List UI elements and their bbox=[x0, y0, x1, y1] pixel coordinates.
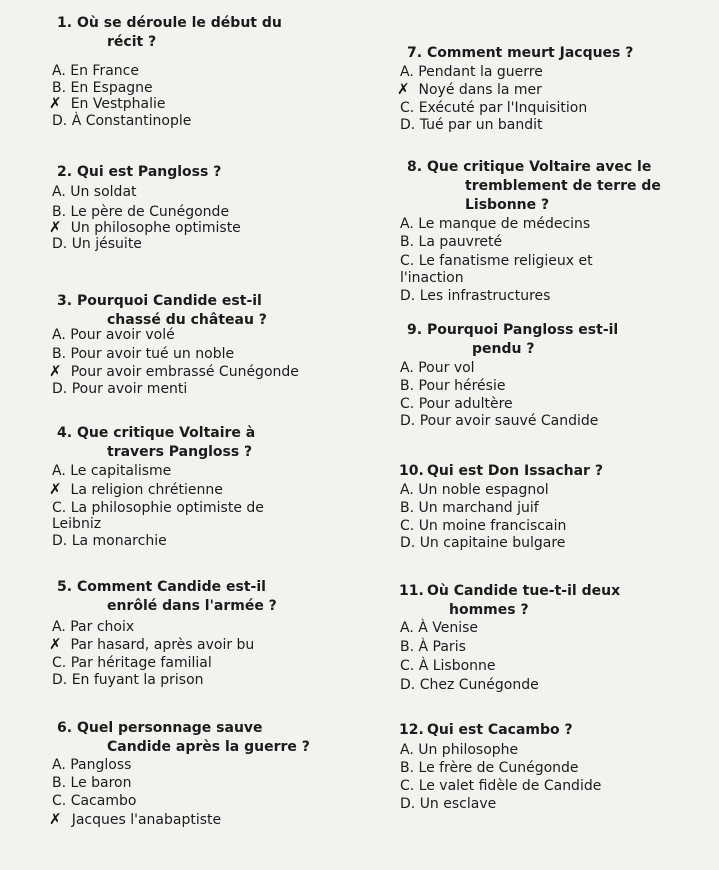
option-text: Pour avoir sauvé Candide bbox=[419, 413, 599, 429]
answer-option[interactable] bbox=[49, 362, 299, 381]
question-text: Lisbonne ? bbox=[465, 197, 550, 213]
question-text: travers Pangloss ? bbox=[107, 444, 253, 460]
answer-option[interactable] bbox=[52, 655, 212, 672]
option-text: Un philosophe optimiste bbox=[70, 220, 241, 236]
option-text: Pour vol bbox=[418, 360, 475, 376]
option-letter: A. bbox=[400, 216, 414, 232]
option-letter: A. bbox=[400, 742, 414, 758]
option-text: Le manque de médecins bbox=[418, 216, 591, 232]
option-text: Un capitaine bulgare bbox=[419, 535, 566, 551]
question-number: 9. bbox=[407, 322, 423, 338]
option-text: Pendant la guerre bbox=[418, 64, 543, 80]
option-letter: C. bbox=[400, 518, 415, 534]
option-letter: A. bbox=[52, 619, 66, 635]
option-text: À Lisbonne bbox=[418, 658, 496, 674]
answer-option[interactable] bbox=[52, 63, 139, 80]
option-text: Par héritage familial bbox=[70, 655, 212, 671]
answer-option[interactable] bbox=[52, 381, 187, 398]
question-text: Pourquoi Candide est-il bbox=[77, 293, 262, 309]
option-text: Un soldat bbox=[70, 184, 137, 200]
option-letter: D. bbox=[400, 796, 416, 812]
question-text: Où Candide tue-t-il deux bbox=[427, 583, 621, 599]
option-letter: B. bbox=[400, 639, 415, 655]
question-number: 4. bbox=[57, 425, 73, 441]
answer-option[interactable] bbox=[52, 672, 204, 689]
option-letter: D. bbox=[52, 381, 68, 397]
option-text: La religion chrétienne bbox=[70, 482, 223, 498]
option-letter: B. bbox=[400, 234, 415, 250]
answer-option[interactable] bbox=[400, 677, 539, 694]
answer-option[interactable] bbox=[397, 80, 542, 99]
option-text: Pour avoir tué un noble bbox=[70, 346, 235, 362]
option-text: Les infrastructures bbox=[419, 288, 551, 304]
option-letter: A. bbox=[400, 620, 414, 636]
answer-option[interactable] bbox=[52, 346, 234, 363]
option-letter: B. bbox=[400, 760, 415, 776]
answer-option[interactable] bbox=[52, 236, 142, 253]
answer-option[interactable] bbox=[52, 516, 101, 533]
answer-option[interactable] bbox=[52, 793, 136, 810]
option-text: Chez Cunégonde bbox=[419, 677, 539, 693]
option-text: Un moine franciscain bbox=[418, 518, 567, 534]
option-letter: C. bbox=[400, 100, 415, 116]
answer-option[interactable] bbox=[52, 775, 132, 792]
option-text: Tué par un bandit bbox=[419, 117, 543, 133]
answer-option[interactable] bbox=[400, 396, 513, 413]
option-text: Jacques l'anabaptiste bbox=[71, 812, 222, 828]
option-text: La pauvreté bbox=[418, 234, 503, 250]
option-letter: D. bbox=[52, 112, 68, 129]
question-text: Où se déroule le début du bbox=[77, 15, 282, 31]
question-text: Que critique Voltaire avec le bbox=[427, 159, 652, 175]
question-number: 8. bbox=[407, 159, 423, 175]
answer-option[interactable] bbox=[400, 639, 466, 656]
answer-option[interactable] bbox=[52, 184, 137, 201]
option-text: Pour adultère bbox=[418, 396, 513, 412]
option-text: La philosophie optimiste de bbox=[70, 500, 264, 516]
option-text: Noyé dans la mer bbox=[418, 82, 542, 98]
option-letter: A. bbox=[400, 482, 414, 498]
question-text: Comment Candide est-il bbox=[77, 579, 266, 595]
option-text: Le frère de Cunégonde bbox=[418, 760, 579, 776]
selected-mark-icon: ✗ bbox=[49, 362, 62, 380]
selected-mark-icon: ✗ bbox=[49, 94, 62, 112]
option-text: Le valet fidèle de Candide bbox=[418, 778, 602, 794]
question-text: tremblement de terre de bbox=[465, 178, 661, 194]
option-text: Pour avoir embrassé Cunégonde bbox=[70, 364, 299, 380]
question-number: 12. bbox=[399, 722, 424, 738]
option-letter: C. bbox=[52, 655, 67, 671]
option-text: Le père de Cunégonde bbox=[70, 204, 230, 220]
answer-option[interactable] bbox=[400, 117, 543, 134]
answer-option[interactable] bbox=[400, 778, 601, 795]
answer-option[interactable] bbox=[52, 533, 167, 550]
option-text: En Espagne bbox=[70, 79, 153, 96]
option-letter: B. bbox=[400, 500, 415, 516]
option-text: En fuyant la prison bbox=[71, 672, 204, 688]
option-letter: D. bbox=[400, 677, 416, 693]
selected-mark-icon: ✗ bbox=[397, 80, 410, 98]
question-text: Qui est Pangloss ? bbox=[77, 164, 222, 180]
option-letter: A. bbox=[400, 360, 414, 376]
answer-option[interactable] bbox=[400, 64, 543, 81]
option-letter: B. bbox=[52, 79, 67, 96]
question-text: hommes ? bbox=[449, 602, 529, 618]
answer-option[interactable] bbox=[52, 757, 131, 774]
answer-option[interactable] bbox=[49, 94, 166, 113]
question-number: 7. bbox=[407, 45, 423, 61]
answer-option[interactable] bbox=[400, 796, 496, 813]
option-text: Par hasard, après avoir bu bbox=[70, 637, 255, 653]
option-text: Le baron bbox=[70, 775, 132, 791]
option-letter: D. bbox=[52, 533, 68, 549]
answer-option[interactable] bbox=[400, 360, 475, 377]
option-text: Un esclave bbox=[419, 796, 497, 812]
answer-option[interactable] bbox=[400, 253, 593, 270]
option-letter: D. bbox=[52, 236, 68, 252]
question-text: Candide après la guerre ? bbox=[107, 739, 310, 755]
option-letter: A. bbox=[52, 63, 66, 79]
option-letter: C. bbox=[400, 396, 415, 412]
answer-option[interactable] bbox=[400, 658, 496, 675]
option-letter: B. bbox=[52, 204, 67, 220]
answer-option[interactable] bbox=[52, 327, 175, 344]
option-text: Un jésuite bbox=[71, 236, 142, 252]
answer-option[interactable] bbox=[400, 742, 518, 759]
question-number: 2. bbox=[57, 164, 73, 180]
question-text: chassé du château ? bbox=[107, 312, 267, 328]
answer-option[interactable] bbox=[400, 518, 566, 535]
answer-option[interactable] bbox=[49, 635, 255, 654]
answer-option[interactable] bbox=[52, 463, 171, 480]
option-text: Pangloss bbox=[70, 757, 132, 773]
question-number: 11. bbox=[399, 583, 424, 599]
answer-option[interactable] bbox=[49, 218, 241, 237]
question-number: 3. bbox=[57, 293, 73, 309]
option-text: Le fanatisme religieux et bbox=[418, 253, 593, 269]
option-letter: A. bbox=[52, 463, 66, 479]
question-number: 6. bbox=[57, 720, 73, 736]
option-letter: D. bbox=[52, 672, 68, 688]
answer-option[interactable] bbox=[400, 482, 549, 499]
option-letter: D. bbox=[400, 117, 416, 133]
option-letter: C. bbox=[52, 793, 67, 809]
answer-option[interactable] bbox=[52, 619, 134, 636]
option-text: En France bbox=[70, 63, 139, 79]
question-text: récit ? bbox=[107, 34, 157, 50]
answer-option[interactable] bbox=[400, 500, 539, 517]
answer-option[interactable] bbox=[49, 480, 223, 499]
option-letter: D. bbox=[400, 535, 416, 551]
answer-option[interactable] bbox=[52, 80, 153, 97]
option-text: Pour avoir menti bbox=[71, 381, 188, 397]
answer-option[interactable] bbox=[49, 810, 222, 829]
option-text: Le capitalisme bbox=[70, 463, 172, 479]
answer-option[interactable] bbox=[52, 204, 229, 221]
selected-mark-icon: ✗ bbox=[49, 810, 62, 828]
option-text: Leibniz bbox=[52, 516, 102, 532]
option-text: Un noble espagnol bbox=[418, 482, 549, 498]
option-letter: C. bbox=[52, 500, 67, 516]
option-letter: D. bbox=[400, 413, 416, 429]
selected-mark-icon: ✗ bbox=[49, 218, 62, 236]
question-text: Comment meurt Jacques ? bbox=[427, 45, 634, 61]
option-letter: C. bbox=[400, 253, 415, 269]
question-text: Qui est Cacambo ? bbox=[427, 722, 573, 738]
answer-option[interactable] bbox=[52, 113, 191, 130]
answer-option[interactable] bbox=[400, 760, 579, 777]
option-text: Un marchand juif bbox=[418, 500, 539, 516]
answer-option[interactable] bbox=[52, 500, 264, 517]
option-text: Cacambo bbox=[70, 793, 137, 809]
option-letter: B. bbox=[400, 378, 415, 394]
option-letter: A. bbox=[52, 757, 66, 773]
option-letter: D. bbox=[400, 288, 416, 304]
question-text: Qui est Don Issachar ? bbox=[427, 463, 603, 479]
option-text: La monarchie bbox=[71, 533, 167, 549]
question-text: Quel personnage sauve bbox=[77, 720, 263, 736]
answer-option[interactable] bbox=[400, 288, 550, 305]
selected-mark-icon: ✗ bbox=[49, 635, 62, 653]
answer-option[interactable] bbox=[400, 100, 587, 117]
option-text: Exécuté par l'Inquisition bbox=[418, 100, 588, 116]
answer-option[interactable] bbox=[400, 270, 464, 287]
answer-option[interactable] bbox=[400, 378, 505, 395]
selected-mark-icon: ✗ bbox=[49, 480, 62, 498]
option-letter: A. bbox=[400, 64, 414, 80]
question-number: 1. bbox=[57, 15, 73, 31]
option-text: À Paris bbox=[418, 639, 466, 655]
option-text: Un philosophe bbox=[418, 742, 519, 758]
option-letter: A. bbox=[52, 184, 66, 200]
question-text: pendu ? bbox=[472, 341, 535, 357]
option-letter: C. bbox=[400, 778, 415, 794]
question-number: 5. bbox=[57, 579, 73, 595]
question-text: Pourquoi Pangloss est-il bbox=[427, 322, 619, 338]
option-text: En Vestphalie bbox=[70, 96, 166, 112]
option-text: Pour avoir volé bbox=[70, 327, 175, 343]
option-text: Par choix bbox=[70, 619, 135, 635]
answer-option[interactable] bbox=[400, 413, 598, 430]
answer-option[interactable] bbox=[400, 234, 502, 251]
option-text: l'inaction bbox=[400, 270, 464, 286]
option-letter: A. bbox=[52, 327, 66, 343]
option-letter: B. bbox=[52, 775, 67, 791]
option-letter: B. bbox=[52, 346, 67, 362]
option-text: Pour hérésie bbox=[418, 378, 506, 394]
question-number: 10. bbox=[399, 463, 424, 479]
option-letter: C. bbox=[400, 658, 415, 674]
answer-option[interactable] bbox=[400, 216, 590, 233]
question-text: Que critique Voltaire à bbox=[77, 425, 256, 441]
question-text: enrôlé dans l'armée ? bbox=[107, 598, 277, 614]
answer-option[interactable] bbox=[400, 535, 565, 552]
answer-option[interactable] bbox=[400, 620, 478, 637]
option-text: À Venise bbox=[418, 620, 479, 636]
option-text: À Constantinople bbox=[71, 112, 192, 129]
